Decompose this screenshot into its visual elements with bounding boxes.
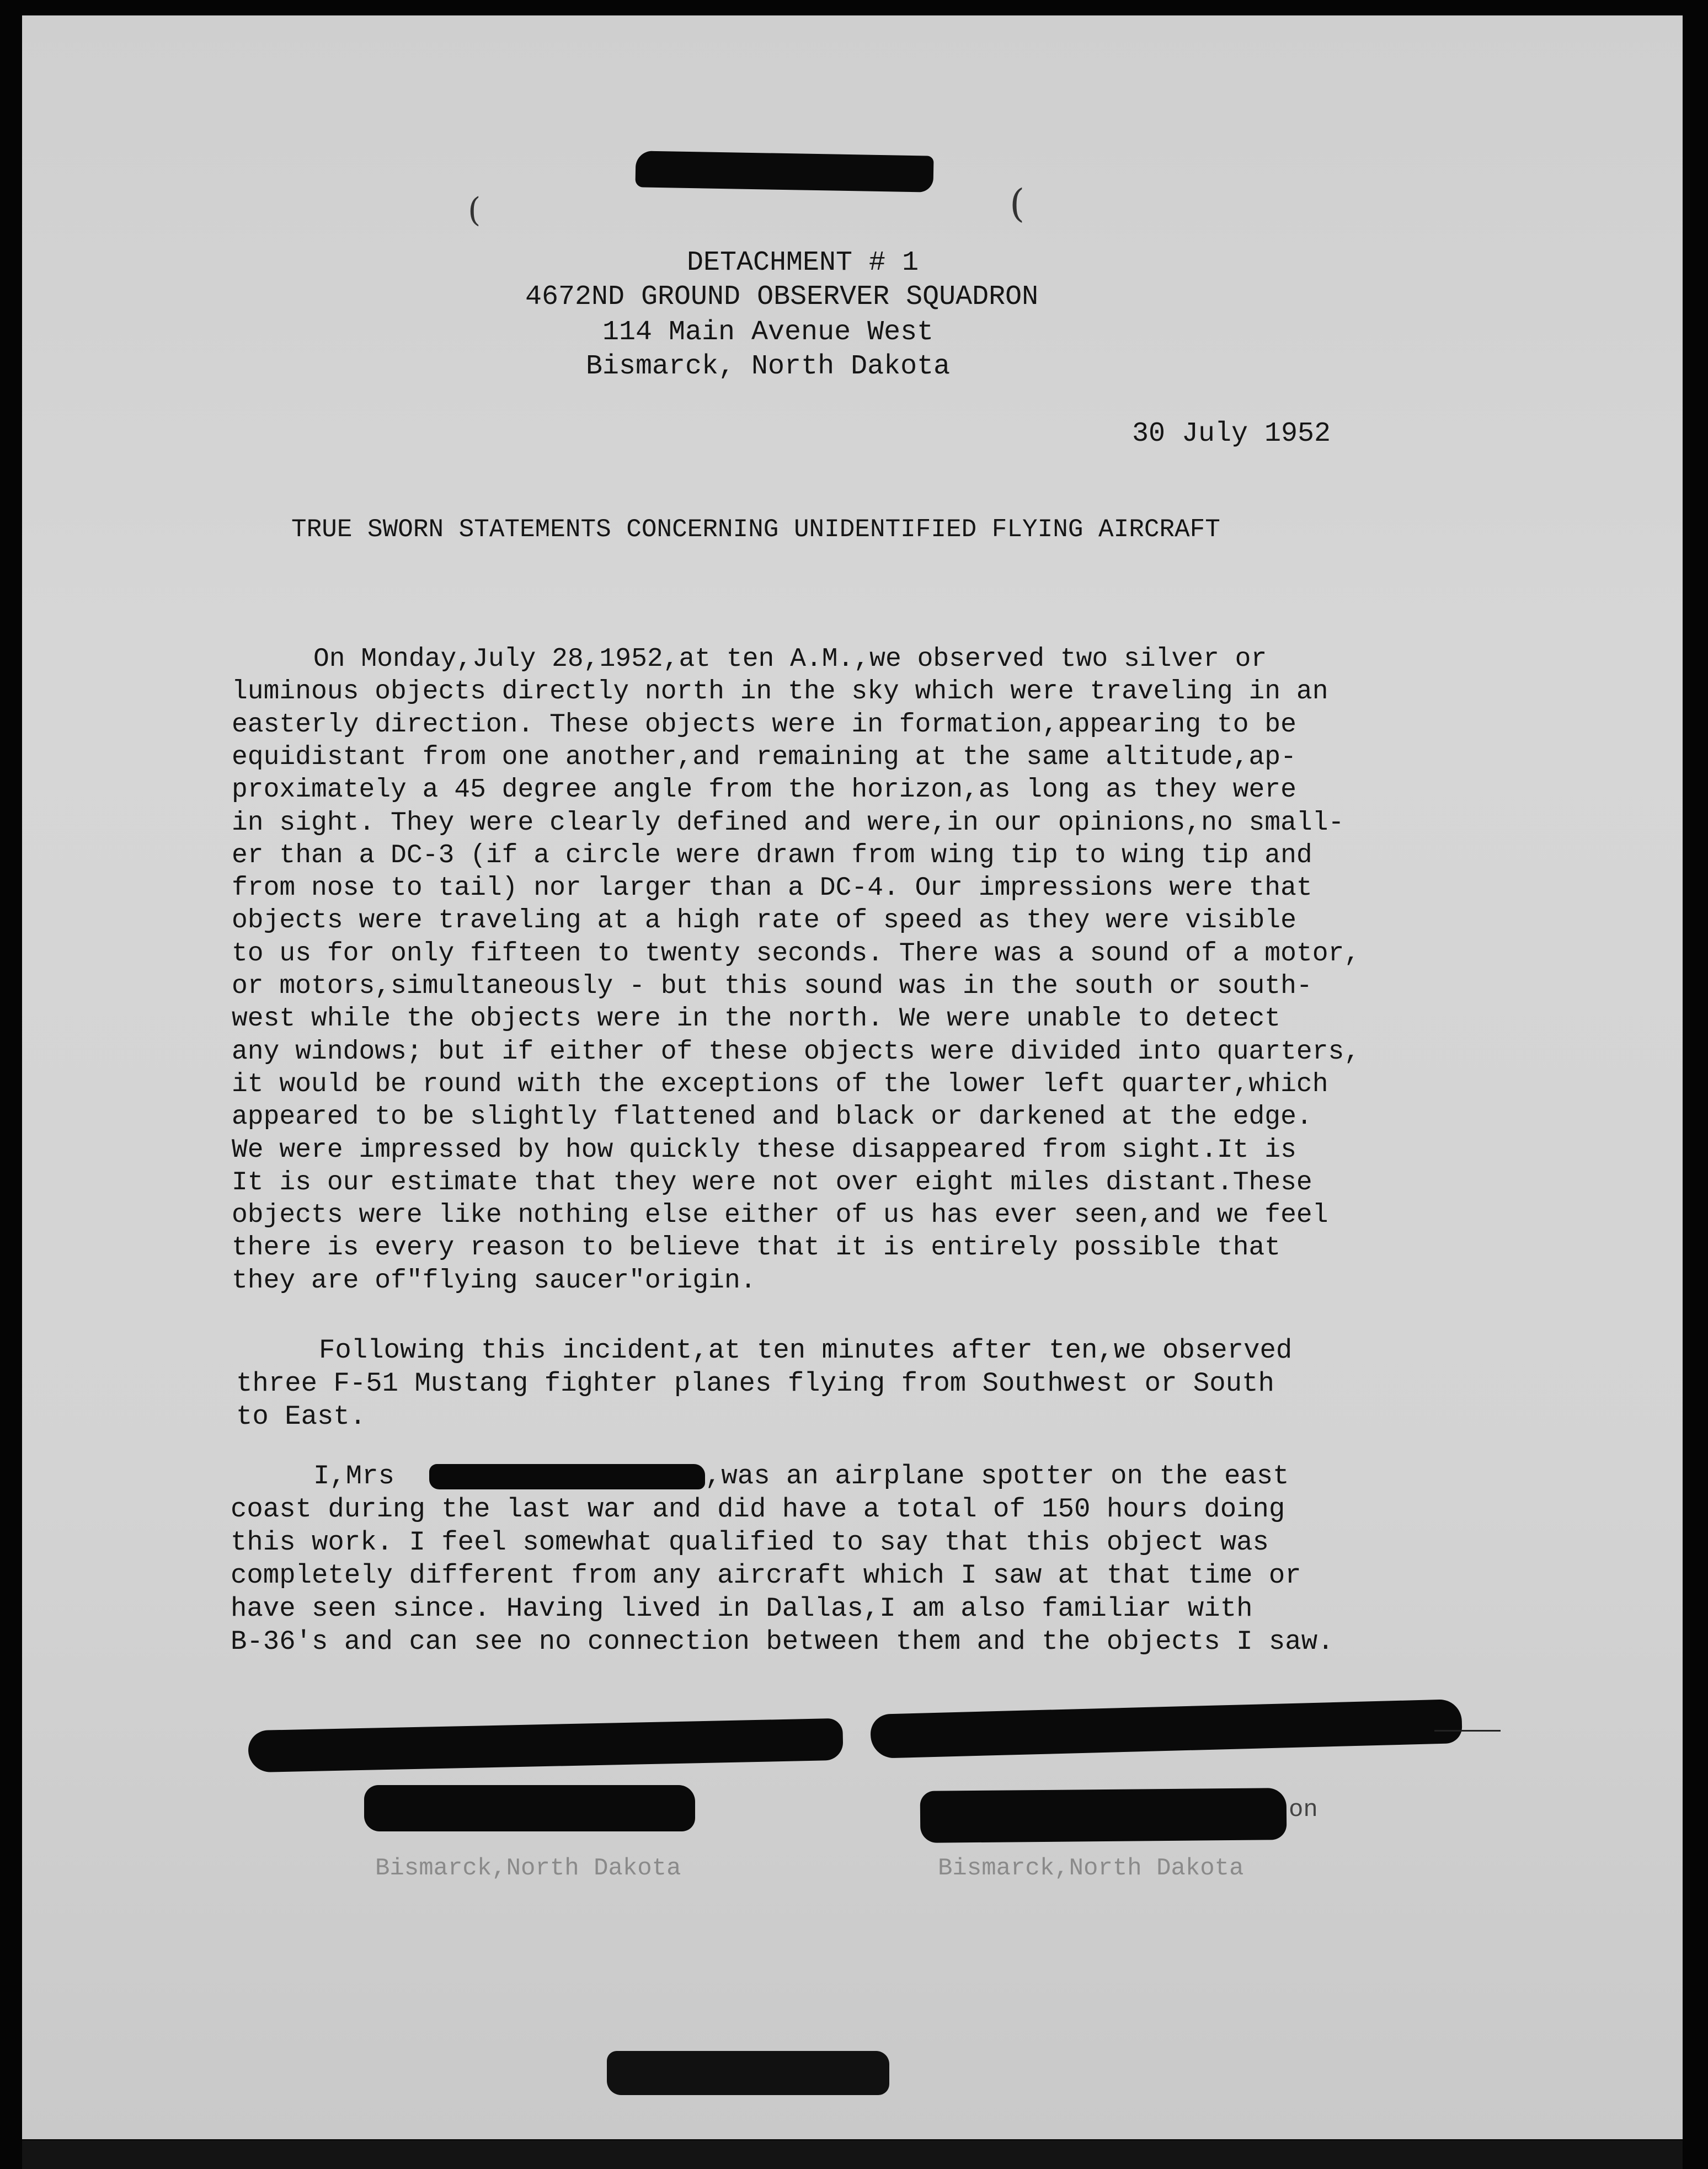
letterhead-line-3: 114 Main Avenue West: [602, 317, 934, 348]
scan-border: [22, 2140, 1683, 2169]
para1-line: there is every reason to believe that it is entirely possible that: [232, 1233, 1281, 1263]
para1-line: objects were traveling at a high rate of speed as they were visible: [232, 906, 1296, 936]
name-redaction: [429, 1464, 705, 1489]
para3-line: B-36's and can see no connection between them and the objects I saw.: [231, 1626, 1334, 1657]
para1-line: luminous objects directly north in the sky which were traveling in an: [232, 677, 1328, 707]
paragraph-3-prefix: I,Mrs: [313, 1461, 395, 1492]
stray-mark: (: [468, 191, 481, 229]
para1-line: objects were like nothing else either of us has ever seen,and we feel: [232, 1200, 1328, 1231]
para1-line: easterly direction. These objects were in formation,appearing to be: [232, 709, 1296, 740]
para1-line: We were impressed by how quickly these disappeared from sight.It is: [232, 1135, 1296, 1165]
signature-left-city: Bismarck,North Dakota: [375, 1855, 681, 1882]
para1-line: it would be round with the exceptions of the lower left quarter,which: [232, 1069, 1328, 1099]
stray-mark: (: [1010, 181, 1025, 226]
document-sheet: [22, 15, 1683, 2139]
document-date: 30 July 1952: [1132, 418, 1331, 450]
para1-line: proximately a 45 degree angle from the horizon,as long as they were: [232, 775, 1296, 805]
paragraph-3-suffix: ,was an airplane spotter on the east: [705, 1461, 1289, 1492]
para3-line: have seen since. Having lived in Dallas,I am also familiar with: [231, 1593, 1253, 1624]
para1-line: west while the objects were in the north. We were unable to detect: [232, 1004, 1281, 1034]
bottom-redaction: [607, 2051, 889, 2095]
signature-redaction-right: [870, 1699, 1463, 1759]
signature-line-right: [1434, 1730, 1501, 1732]
para1-line: to us for only fifteen to twenty seconds. There was a sound of a motor,: [232, 938, 1360, 969]
para2-line: to East.: [236, 1401, 366, 1432]
para1-line: equidistant from one another,and remaining at the same altitude,ap-: [232, 742, 1296, 772]
para1-line: On Monday,July 28,1952,at ten A.M.,we observed two silver or: [313, 644, 1267, 674]
letterhead-line-2: 4672ND GROUND OBSERVER SQUADRON: [525, 281, 1039, 313]
para1-line: or motors,simultaneously - but this sound was in the south or south-: [232, 971, 1312, 1001]
document-title: TRUE SWORN STATEMENTS CONCERNING UNIDENTIFIED FLYING AIRCRAFT: [291, 515, 1220, 544]
para1-line: er than a DC-3 (if a circle were drawn from wing tip to wing tip and: [232, 840, 1312, 870]
para2-line: Following this incident,at ten minutes after ten,we observed: [319, 1335, 1293, 1366]
top-redaction: [635, 151, 933, 192]
para1-line: appeared to be slightly flattened and black or darkened at the edge.: [232, 1102, 1312, 1132]
letterhead-line-1: DETACHMENT # 1: [687, 247, 919, 279]
para1-line: from nose to tail) nor larger than a DC-4. Our impressions were that: [232, 873, 1312, 904]
para3-line: completely different from any aircraft which I saw at that time or: [231, 1560, 1301, 1591]
para2-line: three F-51 Mustang fighter planes flying from Southwest or South: [236, 1368, 1274, 1399]
name-redaction-right: [920, 1788, 1287, 1843]
para1-line: any windows; but if either of these objects were divided into quarters,: [232, 1037, 1360, 1067]
para1-line: they are of"flying saucer"origin.: [232, 1265, 756, 1296]
para1-line: in sight. They were clearly defined and were,in our opinions,no small-: [232, 808, 1344, 838]
signature-right-city: Bismarck,North Dakota: [938, 1855, 1244, 1882]
name-redaction-left: [364, 1785, 695, 1831]
para3-line: this work. I feel somewhat qualified to say that this object was: [231, 1527, 1269, 1558]
letterhead-line-4: Bismarck, North Dakota: [586, 351, 951, 382]
para3-line: coast during the last war and did have a total of 150 hours doing: [231, 1494, 1285, 1525]
signature-redaction-left: [248, 1718, 843, 1773]
para1-line: It is our estimate that they were not over eight miles distant.These: [232, 1167, 1312, 1198]
signature-right-suffix: on: [1289, 1796, 1318, 1824]
